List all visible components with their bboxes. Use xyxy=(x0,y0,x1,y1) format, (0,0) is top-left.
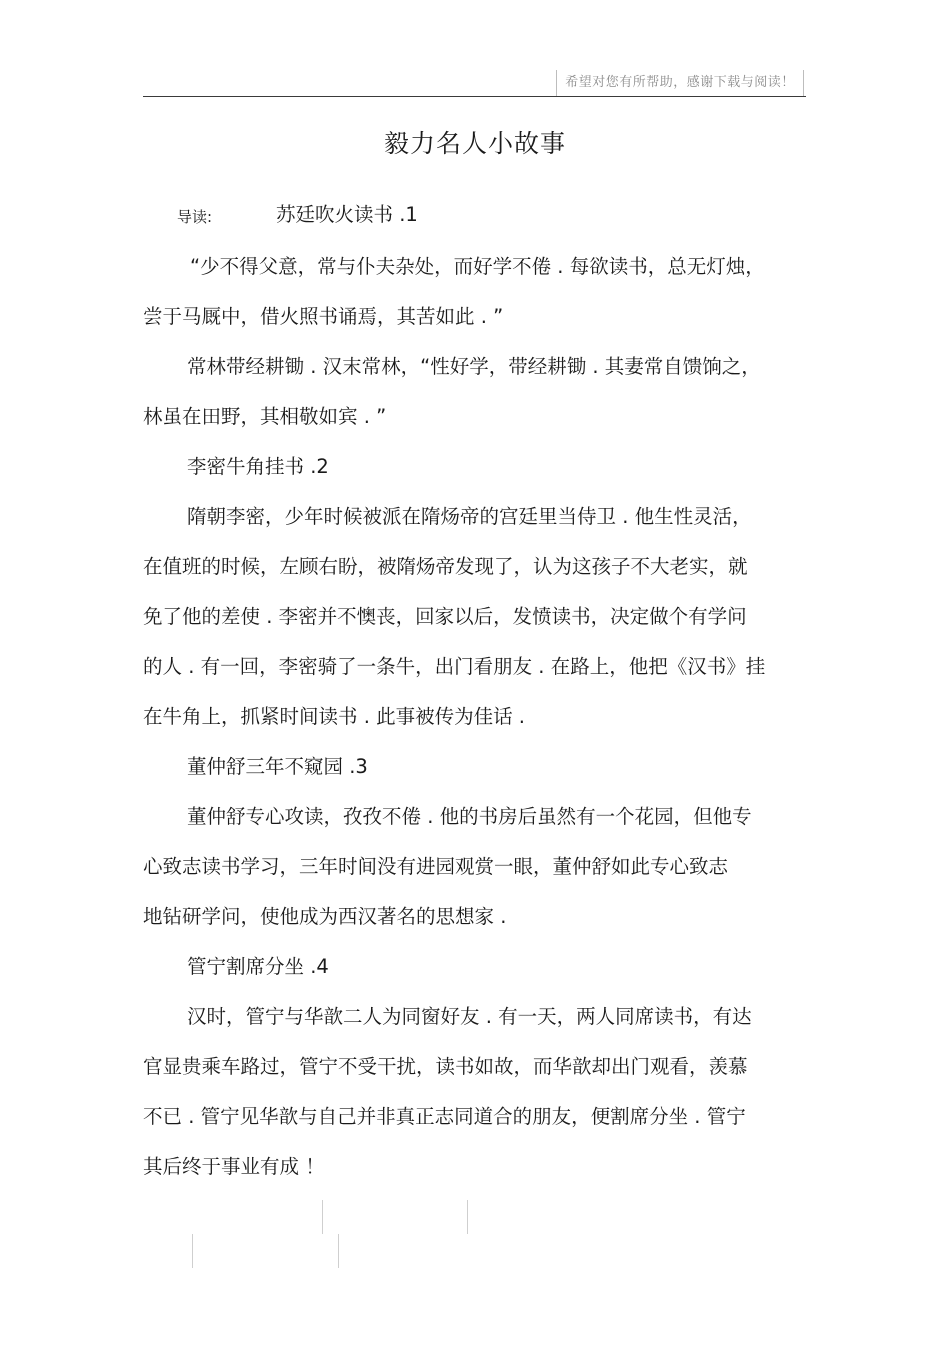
text-line: 官显贵乘车路过，管宁不受干扰，读书如故，而华歆却出门观看，羡慕 xyxy=(143,1055,748,1078)
text-line: 心致志读书学习，三年时间没有进园观赏一眼，董仲舒如此专心致志 xyxy=(143,855,729,878)
decorative-line xyxy=(192,1234,193,1268)
text-line: 不已 . 管宁见华歆与自己并非真正志同道合的朋友，便割席分坐 . 管宁 xyxy=(143,1105,746,1128)
decorative-line xyxy=(467,1200,468,1234)
story-heading-3: 董仲舒三年不窥园 .3 xyxy=(187,755,368,778)
text-line: 尝于马厩中，借火照书诵焉，其苦如此 . ” xyxy=(143,305,504,328)
text-line: 其后终于事业有成 ！ xyxy=(143,1155,325,1178)
story-heading-1: 苏廷吹火读书 .1 xyxy=(276,203,418,226)
decorative-line xyxy=(338,1234,339,1268)
text-line: 董仲舒专心攻读，孜孜不倦 . 他的书房后虽然有一个花园，但他专 xyxy=(187,805,752,828)
text-line: 常林带经耕锄 . 汉末常林，“性好学，带经耕锄 . 其妻常自馈饷之， xyxy=(187,355,761,378)
text-line: 在牛角上，抓紧时间读书 . 此事被传为佳话 . xyxy=(143,705,525,728)
header-note: 希望对您有所帮助，感谢下载与阅读！ xyxy=(556,70,804,96)
text-line: 汉时，管宁与华歆二人为同窗好友 . 有一天，两人同席读书，有达 xyxy=(187,1005,752,1028)
story-heading-2: 李密牛角挂书 .2 xyxy=(187,455,329,478)
text-line: “少不得父意，常与仆夫杂处，而好学不倦 . 每欲读书，总无灯烛， xyxy=(190,255,765,278)
decorative-line xyxy=(322,1200,323,1234)
intro-label: 导读: xyxy=(177,208,213,226)
text-line: 免了他的差使 . 李密并不懊丧，回家以后，发愤读书，决定做个有学问 xyxy=(143,605,747,628)
text-line: 在值班的时候，左顾右盼，被隋炀帝发现了，认为这孩子不大老实，就 xyxy=(143,555,748,578)
text-line: 的人 . 有一回，李密骑了一条牛，出门看朋友 . 在路上，他把《汉书》挂 xyxy=(143,655,766,678)
story-heading-4: 管宁割席分坐 .4 xyxy=(187,955,329,978)
header-rule xyxy=(143,96,806,97)
text-line: 地钻研学问，使他成为西汉著名的思想家 . xyxy=(143,905,507,928)
page-title: 毅力名人小故事 xyxy=(383,129,566,158)
text-line: 林虽在田野，其相敬如宾 . ” xyxy=(143,405,387,428)
text-line: 隋朝李密，少年时候被派在隋炀帝的宫廷里当侍卫 . 他生性灵活， xyxy=(187,505,752,528)
